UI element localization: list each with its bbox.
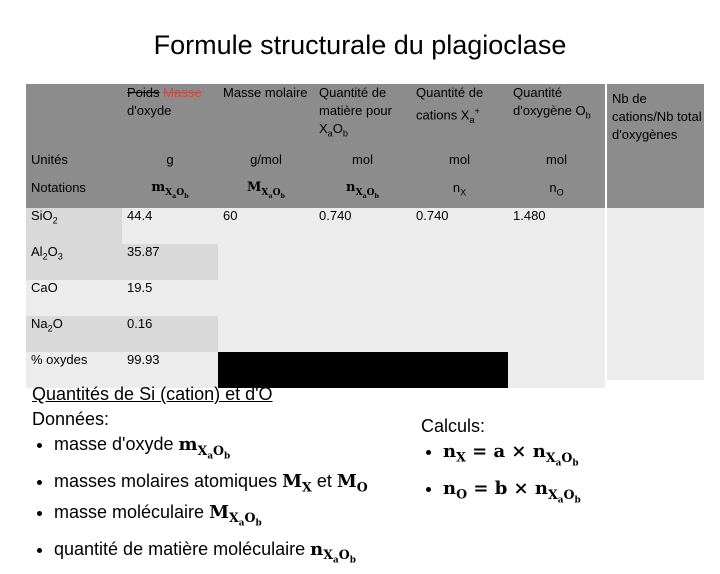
donnees-list [32, 432, 368, 574]
cell-cations: 0.740 [411, 208, 508, 244]
header-empty [26, 84, 122, 152]
notations-label: Notations [26, 180, 122, 208]
units-label: Unités [26, 152, 122, 180]
notations-row [26, 180, 605, 208]
list-item: • $n_X = a \times n_{X_aO_b}$ [443, 439, 581, 476]
units-mol-1: mol [314, 152, 411, 180]
header-poids: Poids Masse d'oxyde [122, 84, 218, 152]
units-mol-3: mol [508, 152, 605, 180]
cell-empty [218, 280, 314, 316]
calculs-list [421, 439, 581, 513]
cell-empty [508, 244, 605, 280]
row-na2o [26, 316, 605, 352]
units-mol-2: mol [411, 152, 508, 180]
row-al2o3 [26, 244, 605, 280]
cell-empty [218, 244, 314, 280]
row-label: % oxydes [26, 352, 122, 388]
cell-empty [314, 280, 411, 316]
notation-M: $M_{X_aO_b}$ [218, 180, 314, 208]
row-label: $Al_2O_3$ [26, 244, 122, 280]
cell-empty [508, 316, 605, 352]
header-quantite-cations: Quantité de cations $X_a^+$ [411, 84, 508, 152]
cell-mass: 99.93 [122, 352, 218, 388]
cell-empty [411, 244, 508, 280]
list-item: • masse d'oxyde $m_{X_aO_b}$ [54, 432, 368, 469]
header-masse-molaire: Masse molaire [218, 84, 314, 152]
units-g: g [122, 152, 218, 180]
header-row [26, 84, 605, 152]
data-table [26, 84, 605, 388]
notation-nO: $n_O$ [508, 180, 605, 208]
cell-mass: 19.5 [122, 280, 218, 316]
cell-empty [314, 316, 411, 352]
list-item: • $n_O = b \times n_{X_aO_b}$ [443, 476, 581, 513]
notation-nX: $n_X$ [411, 180, 508, 208]
row-sio2 [26, 208, 605, 244]
calculs-section [421, 414, 581, 513]
units-row [26, 152, 605, 180]
units-gmol: g/mol [218, 152, 314, 180]
cell-empty [508, 352, 605, 388]
cell-empty [508, 280, 605, 316]
cell-empty [411, 280, 508, 316]
donnees-label: Données: [32, 409, 110, 429]
cell-empty [314, 244, 411, 280]
cell-mass: 44.4 [122, 208, 218, 244]
list-item: • masse moléculaire $M_{X_aO_b}$ [54, 500, 368, 537]
cell-empty [411, 316, 508, 352]
notation-n: $n_{X_aO_b}$ [314, 180, 411, 208]
header-nb-cations: Nb de cations/Nb total d'oxygènes [607, 84, 704, 208]
header-quantite-matiere: Quantité de matière pour $X_aO_b$ [314, 84, 411, 152]
donnees-heading: Quantités de Si (cation) et d'O [32, 384, 273, 404]
cell-mass: 0.16 [122, 316, 218, 352]
cell-empty [218, 316, 314, 352]
row-label: $Na_2O$ [26, 316, 122, 352]
right-column [607, 208, 704, 380]
donnees-section [32, 382, 368, 574]
notation-m: $m_{X_aO_b}$ [122, 180, 218, 208]
cell-oxygene: 1.480 [508, 208, 605, 244]
cell-quantite: 0.740 [314, 208, 411, 244]
header-quantite-oxygene: Quantité d'oxygène $O_b$ [508, 84, 605, 152]
list-item: • masses molaires atomiques $M_X$ et $M_O$ [54, 469, 368, 500]
page-title: Formule structurale du plagioclase [153, 30, 567, 60]
row-label: SiO$_2$ [26, 208, 122, 244]
cell-molaire: 60 [218, 208, 314, 244]
row-label: CaO [26, 280, 122, 316]
row-cao [26, 280, 605, 316]
cell-black [411, 352, 508, 388]
list-item: • quantité de matière moléculaire $n_{X_aO_b}$ [54, 537, 368, 574]
cell-mass: 35.87 [122, 244, 218, 280]
calculs-label: Calculs: [421, 416, 486, 436]
